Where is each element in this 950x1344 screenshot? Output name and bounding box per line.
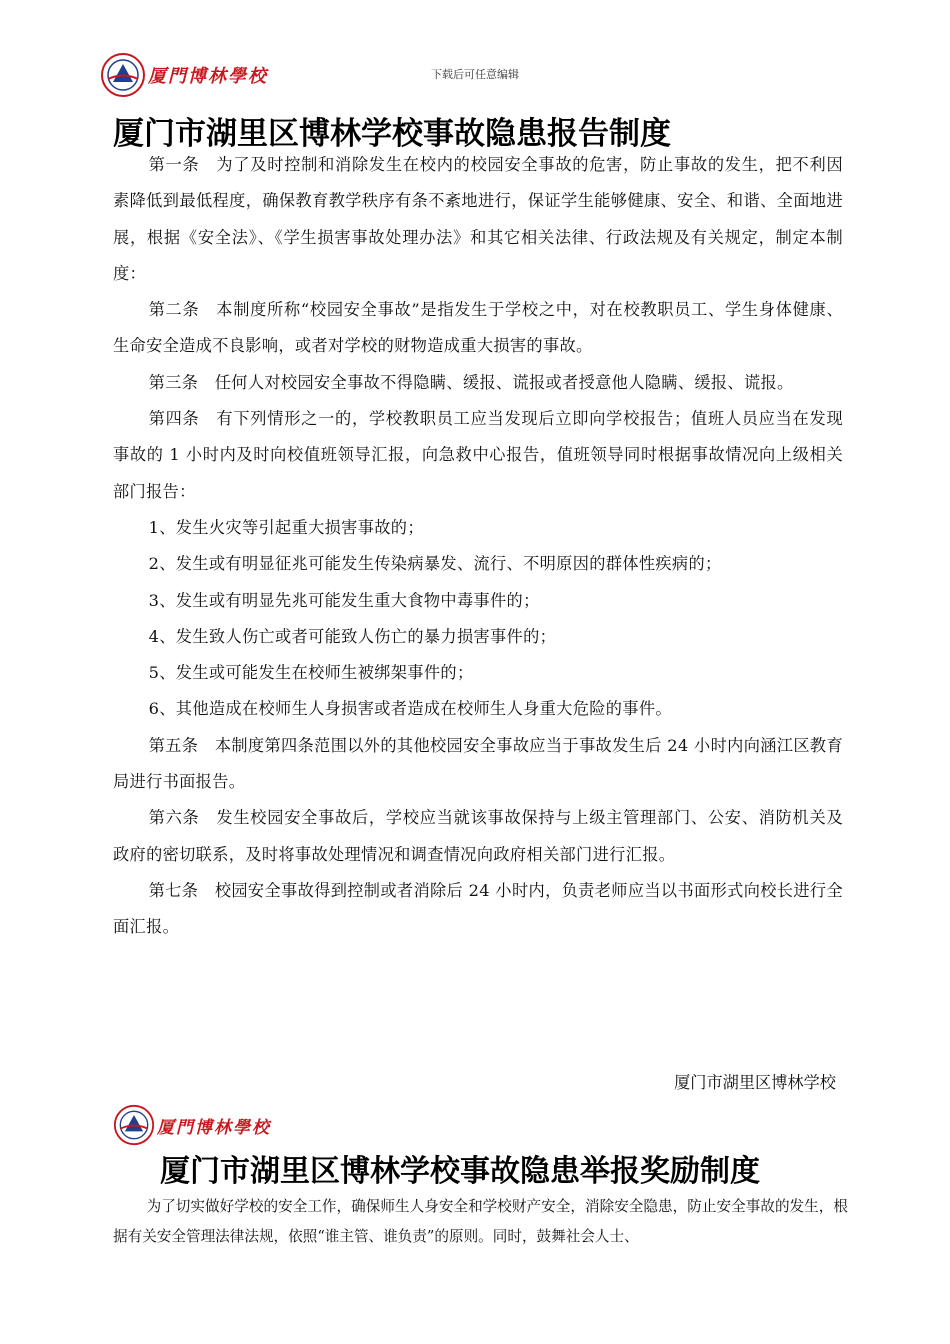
article-7: 第七条 校园安全事故得到控制或者消除后 24 小时内，负责老师应当以书面形式向校长进行全面汇报。 (113, 880, 843, 937)
signature: 厦门市湖里区博林学校 (674, 1073, 836, 1092)
doc1-title: 厦门市湖里区博林学校事故隐患报告制度 (113, 116, 671, 152)
article-4: 第四条 有下列情形之一的，学校教职员工应当发现后立即向学校报告；值班人员应当在发现事故的 1 小时内及时向校值班领导汇报，向急救中心报告，值班领导同时根据事故情况向上级相关部门报告： (113, 409, 843, 501)
header-note: 下载后可任意编辑 (431, 68, 519, 81)
list-item: 5、发生或可能发生在校师生被绑架事件的； (148, 663, 474, 683)
list-item: 3、发生或有明显先兆可能发生重大食物中毒事件的； (148, 590, 540, 610)
school-emblem-icon (113, 1104, 155, 1146)
article-5: 第五条 本制度第四条范围以外的其他校园安全事故应当于事故发生后 24 小时内向涵江区教育局进行书面报告。 (113, 735, 843, 792)
school-logo-text: 厦門博林學校 (157, 1117, 271, 1138)
doc2-paragraph: 为了切实做好学校的安全工作，确保师生人身安全和学校财产安全，消除安全隐患，防止安全事故的发生，根据有关安全管理法律法规，依照“谁主管、谁负责”的原则。同时，鼓舞社会人士、 (113, 1198, 848, 1245)
doc2-body (113, 1192, 848, 1251)
list-item: 1、发生火灾等引起重大损害事故的； (148, 517, 424, 537)
list-item: 6、其他造成在校师生人身损害或者造成在校师生人身重大危险的事件。 (148, 699, 672, 719)
doc2-title: 厦门市湖里区博林学校事故隐患举报奖励制度 (160, 1154, 760, 1189)
article-6: 第六条 发生校园安全事故后，学校应当就该事故保持与上级主管理部门、公安、消防机关及政府的密切联系，及时将事故处理情况和调查情况向政府相关部门进行汇报。 (113, 808, 843, 864)
list-item: 4、发生致人伤亡或者可能致人伤亡的暴力损害事件的； (148, 626, 557, 646)
school-logo-text: 厦門博林學校 (148, 66, 268, 87)
article-2: 第二条 本制度所称“校园安全事故”是指发生于学校之中，对在校教职员工、学生身体健康、生命安全造成不良影响，或者对学校的财物造成重大损害的事故。 (113, 300, 843, 356)
article-3: 第三条 任何人对校园安全事故不得隐瞒、缓报、谎报或者授意他人隐瞒、缓报、谎报。 (148, 372, 794, 392)
doc1-body (113, 147, 843, 946)
article-1: 第一条 为了及时控制和消除发生在校内的校园安全事故的危害，防止事故的发生，把不利因素降低到最低程度，确保教育教学秩序有条不紊地进行，保证学生能够健康、安全、和谐、全面地进展，根据《安全法》、《学生损害事故处理办法》和其它相关法律、行政法规及有关规定，制定本制度： (113, 155, 843, 283)
school-logo (113, 1104, 271, 1146)
list-item: 2、发生或有明显征兆可能发生传染病暴发、流行、不明原因的群体性疾病的； (148, 554, 722, 574)
